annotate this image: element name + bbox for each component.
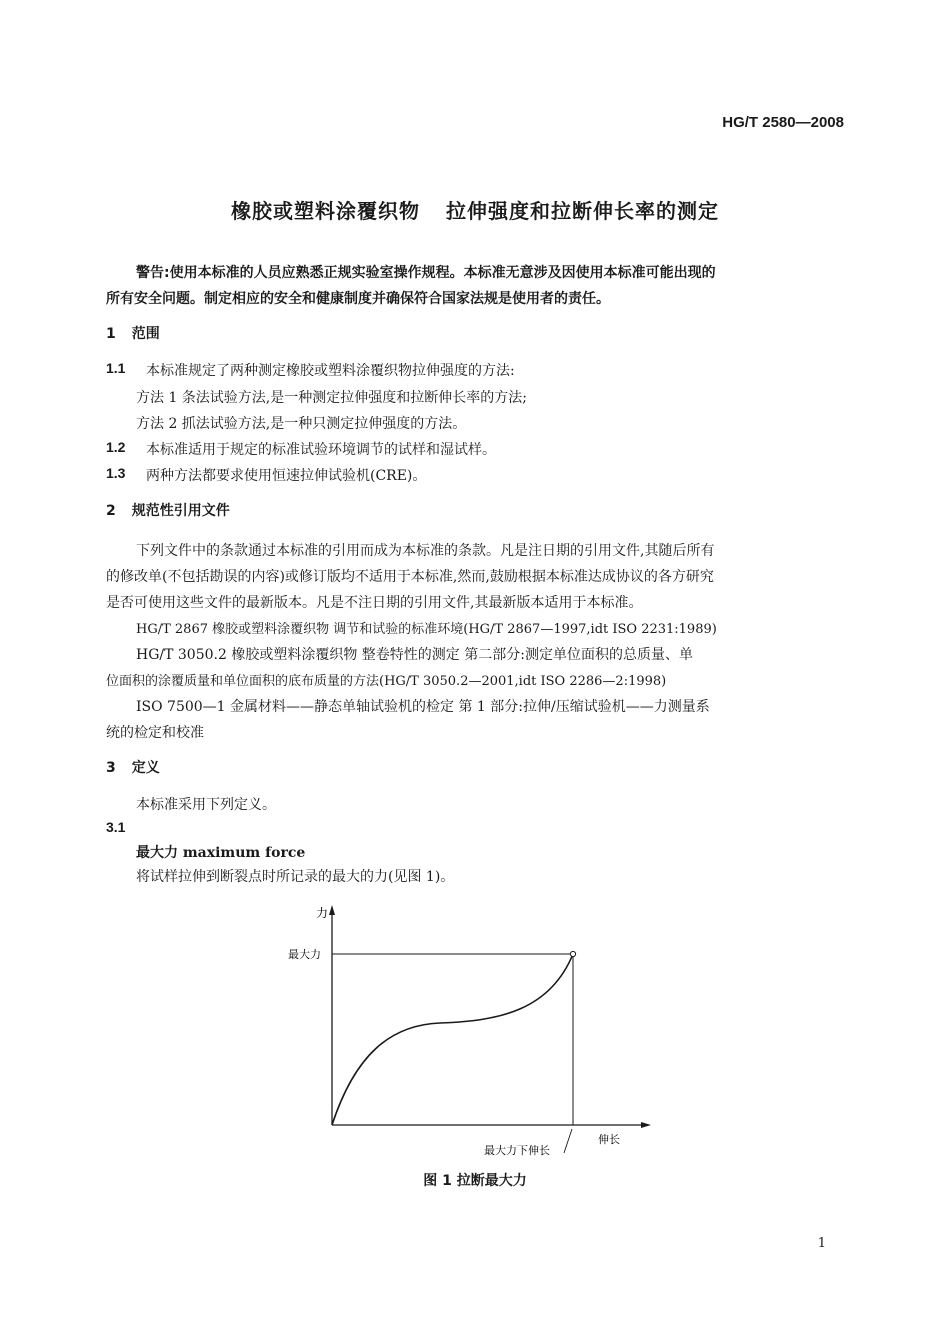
clause-1-1-number: 1.1	[106, 360, 126, 376]
figure-1-diagram	[270, 895, 690, 1165]
method-1-text: 方法 1 条法试验方法,是一种测定拉伸强度和拉断伸长率的方法;	[136, 390, 527, 406]
break-point-marker	[570, 951, 575, 956]
figure-1-caption: 图 1 拉断最大力	[423, 1173, 527, 1189]
x-axis-arrow	[641, 1122, 651, 1128]
title-left: 橡胶或塑料涂覆织物	[231, 199, 420, 223]
clause-1-3-text: 两种方法都要求使用恒速拉伸试验机(CRE)。	[146, 468, 427, 484]
section-2-heading	[106, 500, 230, 520]
reference-hg-t-3050-line-1: HG/T 3050.2 橡胶或塑料涂覆织物 整卷特性的测定 第二部分:测定单位面积的总质量、单	[136, 647, 693, 663]
term-maximum-force: 最大力 maximum force	[136, 845, 306, 861]
section-3-title: 定义	[131, 760, 160, 776]
clause-1-3-number: 1.3	[106, 465, 126, 481]
section-1-heading	[106, 323, 160, 343]
section-3-number: 3	[106, 760, 116, 776]
page-number: 1	[817, 1236, 826, 1251]
reference-hg-t-3050-line-2: 位面积的涂覆质量和单位面积的底布质量的方法(HG/T 3050.2—2001,idt ISO 2286—2:1998)	[106, 674, 667, 689]
section-3-heading	[106, 757, 160, 777]
reference-iso-7500-line-2: 统的检定和校准	[106, 725, 204, 741]
method-2-text: 方法 2 抓法试验方法,是一种只测定拉伸强度的方法。	[136, 416, 467, 432]
section-2-para-line-1: 下列文件中的条款通过本标准的引用而成为本标准的条款。凡是注日期的引用文件,其随后所有	[136, 543, 715, 559]
warning-line-1: 警告:使用本标准的人员应熟悉正规实验室操作规程。本标准无意涉及因使用本标准可能出现的	[136, 265, 716, 281]
section-1-title: 范围	[131, 326, 160, 342]
y-axis-label: 力	[316, 906, 329, 920]
clause-1-2-text: 本标准适用于规定的标准试验环境调节的试样和湿试样。	[146, 442, 496, 458]
force-elongation-curve	[332, 954, 573, 1125]
clause-1-2-number: 1.2	[106, 439, 126, 455]
title-right: 拉伸强度和拉断伸长率的测定	[446, 199, 719, 223]
reference-iso-7500-line-1: ISO 7500—1 金属材料——静态单轴试验机的检定 第 1 部分:拉伸/压缩试验机——力测量系	[136, 699, 710, 715]
elongation-leader-line	[564, 1129, 572, 1153]
section-2-para-line-2: 的修改单(不包括勘误的内容)或修订版均不适用于本标准,然而,鼓励根据本标准达成协议的各方研究	[106, 569, 714, 585]
section-3-intro: 本标准采用下列定义。	[136, 797, 276, 813]
document-title	[0, 195, 950, 224]
x-axis-label: 伸长	[598, 1133, 620, 1146]
elongation-at-max-force-label: 最大力下伸长	[484, 1144, 550, 1157]
section-1-number: 1	[106, 326, 116, 342]
reference-hg-t-2867: HG/T 2867 橡胶或塑料涂覆织物 调节和试验的标准环境(HG/T 2867—1997,idt ISO 2231:1989)	[136, 622, 717, 637]
term-definition: 将试样拉伸到断裂点时所记录的最大的力(见图 1)。	[136, 869, 455, 885]
section-2-title: 规范性引用文件	[131, 503, 230, 519]
y-axis-arrow	[329, 905, 335, 915]
standard-code: HG/T 2580—2008	[722, 114, 844, 131]
section-2-number: 2	[106, 503, 116, 519]
clause-1-1-text: 本标准规定了两种测定橡胶或塑料涂覆织物拉伸强度的方法:	[146, 363, 515, 379]
clause-3-1-number: 3.1	[106, 819, 126, 835]
warning-line-2: 所有安全问题。制定相应的安全和健康制度并确保符合国家法规是使用者的责任。	[106, 291, 610, 307]
section-2-para-line-3: 是否可使用这些文件的最新版本。凡是不注日期的引用文件,其最新版本适用于本标准。	[106, 595, 643, 611]
max-force-label: 最大力	[288, 948, 321, 961]
